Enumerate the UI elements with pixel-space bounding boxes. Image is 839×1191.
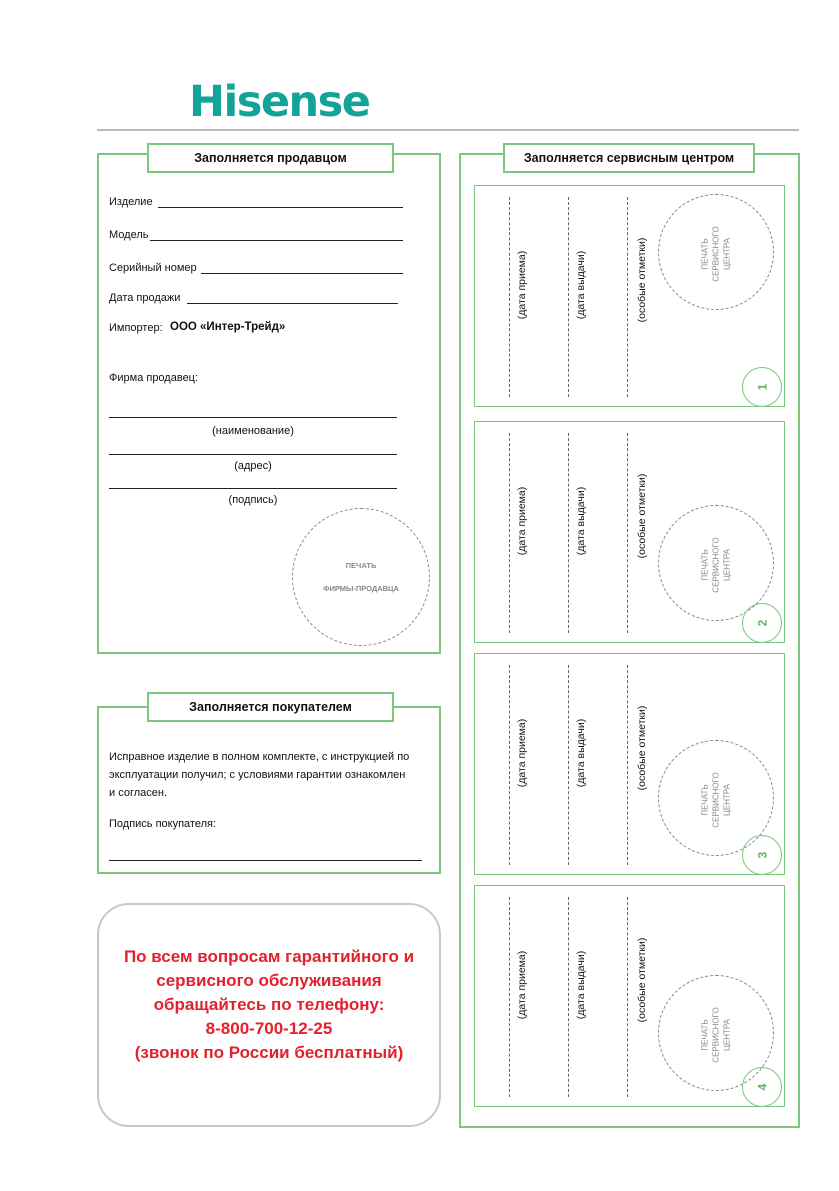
importer-value: ООО «Интер-Трейд» [170, 321, 286, 333]
brand-logo: Hisense [189, 77, 370, 127]
service-stamp-text: ПЕЧАТЬ СЕРВИСНОГО ЦЕНТРА [700, 772, 732, 828]
service-cell-divider[interactable] [568, 433, 569, 633]
service-panel-title: Заполняется сервисным центром [503, 143, 755, 173]
service-cell-divider[interactable] [509, 897, 510, 1097]
service-cell-number [742, 835, 782, 875]
service-column-issued: (дата выдачи) [575, 486, 587, 556]
serial-label: Серийный номер [109, 262, 197, 274]
buyer-statement-line-3: и согласен. [109, 787, 167, 799]
product-field[interactable] [158, 207, 403, 208]
contact-line-2: сервисного обслуживания [156, 971, 382, 990]
sale-date-label: Дата продажи [109, 292, 181, 304]
service-cell-number [742, 603, 782, 643]
service-column-notes: (особые отметки) [636, 473, 648, 559]
sale-date-field[interactable] [187, 303, 398, 304]
service-cell-divider[interactable] [627, 197, 628, 397]
service-column-issued: (дата выдачи) [575, 250, 587, 320]
service-cell-number-text: 3 [755, 851, 769, 859]
model-field[interactable] [150, 240, 403, 241]
service-cell-divider[interactable] [509, 665, 510, 865]
service-cell-number [742, 1067, 782, 1107]
service-column-received: (дата приема) [516, 486, 528, 556]
seller-address-field[interactable] [109, 454, 397, 455]
service-cell-divider[interactable] [568, 197, 569, 397]
product-label: Изделие [109, 196, 153, 208]
contact-phone: 8-800-700-12-25 [205, 1019, 333, 1038]
service-column-received: (дата приема) [516, 250, 528, 320]
service-cell-number-text: 2 [755, 619, 769, 627]
header-divider [97, 129, 799, 131]
buyer-panel-title: Заполняется покупателем [147, 692, 394, 722]
serial-field[interactable] [201, 273, 403, 274]
service-cell-divider[interactable] [627, 897, 628, 1097]
contact-line-3: обращайтесь по телефону: [153, 995, 385, 1014]
service-cell-divider[interactable] [627, 433, 628, 633]
seller-stamp-circle [292, 508, 430, 646]
service-column-notes: (особые отметки) [636, 705, 648, 791]
service-column-notes: (особые отметки) [636, 937, 648, 1023]
buyer-statement-line-2: эксплуатации получил; с условиями гарантии ознакомлен [109, 769, 406, 781]
contact-line-1: По всем вопросам гарантийного и [123, 947, 415, 966]
service-column-received: (дата приема) [516, 950, 528, 1020]
buyer-signature-field[interactable] [109, 860, 422, 861]
service-cell-divider[interactable] [509, 197, 510, 397]
buyer-signature-label: Подпись покупателя: [109, 818, 217, 830]
seller-stamp-line2: ФИРМЫ-ПРОДАВЦА [323, 584, 399, 593]
service-cell-divider[interactable] [627, 665, 628, 865]
service-cell-divider[interactable] [568, 665, 569, 865]
service-column-issued: (дата выдачи) [575, 718, 587, 788]
service-stamp-text: ПЕЧАТЬ СЕРВИСНОГО ЦЕНТРА [700, 537, 732, 593]
contact-box [97, 903, 441, 1127]
service-cell-number-text: 1 [755, 383, 769, 391]
service-cell-number-text: 4 [755, 1083, 769, 1091]
seller-signature-caption: (подпись) [228, 494, 278, 506]
buyer-statement-line-1: Исправное изделие в полном комплекте, с инструкцией по [109, 751, 410, 763]
service-column-notes: (особые отметки) [636, 237, 648, 323]
service-column-received: (дата приема) [516, 718, 528, 788]
seller-stamp-line1: ПЕЧАТЬ [345, 561, 377, 570]
service-stamp-text: ПЕЧАТЬ СЕРВИСНОГО ЦЕНТРА [700, 226, 732, 282]
contact-line-5: (звонок по России бесплатный) [134, 1043, 404, 1062]
seller-name-field[interactable] [109, 417, 397, 418]
service-cell-divider[interactable] [568, 897, 569, 1097]
seller-name-caption: (наименование) [212, 425, 294, 437]
service-cell-divider[interactable] [509, 433, 510, 633]
seller-signature-field[interactable] [109, 488, 397, 489]
seller-panel-title: Заполняется продавцом [147, 143, 394, 173]
service-cell-number [742, 367, 782, 407]
seller-address-caption: (адрес) [234, 460, 272, 472]
service-column-issued: (дата выдачи) [575, 950, 587, 1020]
model-label: Модель [109, 229, 149, 241]
importer-label: Импортер: [109, 322, 163, 334]
service-stamp-text: ПЕЧАТЬ СЕРВИСНОГО ЦЕНТРА [700, 1007, 732, 1063]
seller-firm-label: Фирма продавец: [109, 372, 199, 384]
